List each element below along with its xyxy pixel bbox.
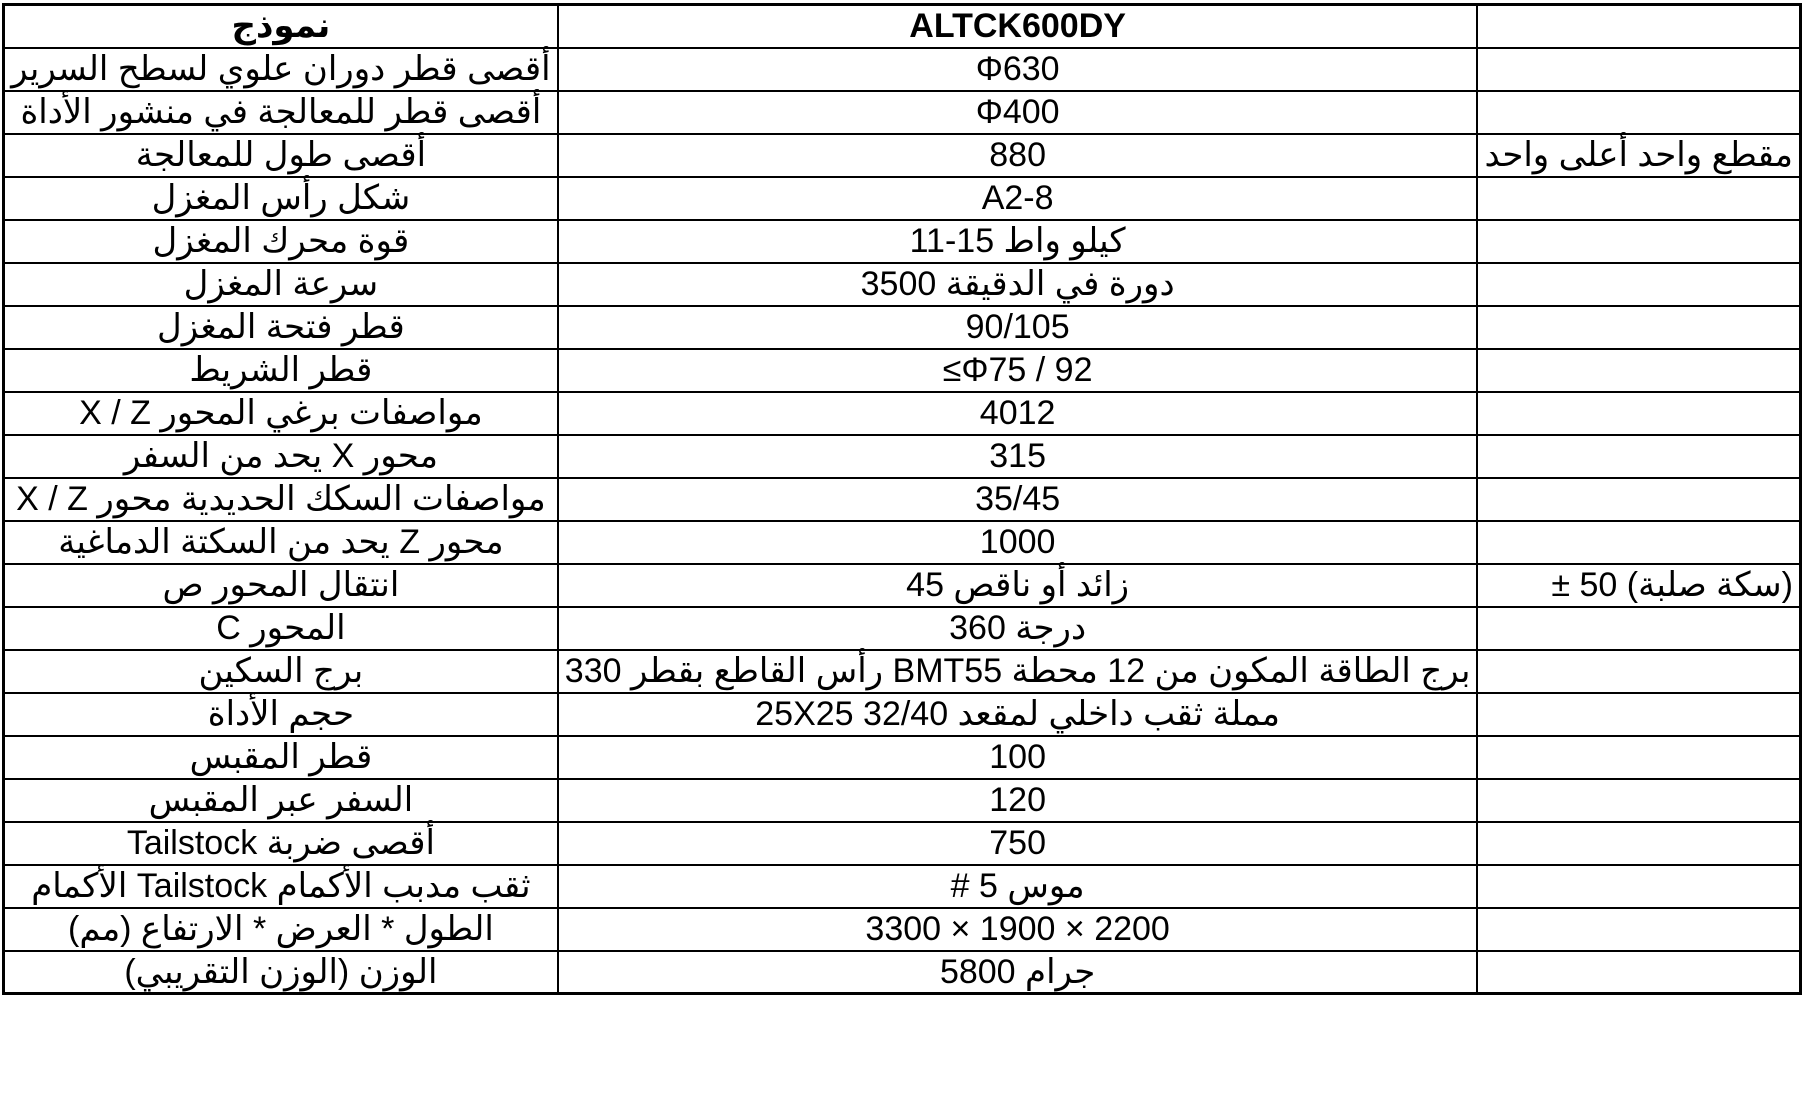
spec-value: كيلو واط 15-11 xyxy=(558,220,1478,263)
spec-note xyxy=(1477,822,1800,865)
spec-note xyxy=(1477,48,1800,91)
header-model-cell: ALTCK600DY xyxy=(558,5,1478,48)
spec-label: برج السكين xyxy=(4,650,558,693)
table-row xyxy=(4,349,1801,392)
spec-value: 120 xyxy=(558,779,1478,822)
spec-note xyxy=(1477,951,1800,994)
spec-table xyxy=(2,3,1802,995)
spec-note xyxy=(1477,220,1800,263)
spec-note xyxy=(1477,263,1800,306)
spec-label: السفر عبر المقبس xyxy=(4,779,558,822)
table-row xyxy=(4,650,1801,693)
spec-label: أقصى قطر دوران علوي لسطح السرير xyxy=(4,48,558,91)
spec-value: دورة في الدقيقة 3500 xyxy=(558,263,1478,306)
table-row xyxy=(4,908,1801,951)
spec-value: 880 xyxy=(558,134,1478,177)
table-row xyxy=(4,822,1801,865)
spec-label: سرعة المغزل xyxy=(4,263,558,306)
spec-label: حجم الأداة xyxy=(4,693,558,736)
spec-label: قطر الشريط xyxy=(4,349,558,392)
spec-label: قوة محرك المغزل xyxy=(4,220,558,263)
spec-label: محور X يحد من السفر xyxy=(4,435,558,478)
spec-value: Φ400 xyxy=(558,91,1478,134)
spec-note: مقطع واحد أعلى واحد xyxy=(1477,134,1800,177)
table-row xyxy=(4,607,1801,650)
spec-note xyxy=(1477,736,1800,779)
spec-label: أقصى قطر للمعالجة في منشور الأداة xyxy=(4,91,558,134)
spec-label: أقصى ضربة Tailstock xyxy=(4,822,558,865)
spec-note xyxy=(1477,306,1800,349)
spec-label: أقصى طول للمعالجة xyxy=(4,134,558,177)
spec-note xyxy=(1477,908,1800,951)
spec-value: درجة 360 xyxy=(558,607,1478,650)
table-row xyxy=(4,177,1801,220)
spec-note xyxy=(1477,392,1800,435)
spec-value: A2-8 xyxy=(558,177,1478,220)
table-row xyxy=(4,263,1801,306)
table-row xyxy=(4,91,1801,134)
spec-label: قطر المقبس xyxy=(4,736,558,779)
spec-label: المحور C xyxy=(4,607,558,650)
spec-value: ≤Φ75 / 92 xyxy=(558,349,1478,392)
table-row xyxy=(4,392,1801,435)
table-row xyxy=(4,736,1801,779)
header-note-cell xyxy=(1477,5,1800,48)
spec-value: برج الطاقة المكون من 12 محطة BMT55 رأس القاطع بقطر 330 xyxy=(558,650,1478,693)
spec-value: 2200 × 1900 × 3300 xyxy=(558,908,1478,951)
table-row xyxy=(4,521,1801,564)
spec-value: مملة ثقب داخلي لمقعد 32/40 25X25 xyxy=(558,693,1478,736)
spec-label: محور Z يحد من السكتة الدماغية xyxy=(4,521,558,564)
spec-value: 35/45 xyxy=(558,478,1478,521)
spec-note xyxy=(1477,521,1800,564)
table-row xyxy=(4,435,1801,478)
spec-value: جرام 5800 xyxy=(558,951,1478,994)
table-row xyxy=(4,48,1801,91)
spec-note xyxy=(1477,349,1800,392)
spec-value: زائد أو ناقص 45 xyxy=(558,564,1478,607)
table-row xyxy=(4,865,1801,908)
table-row xyxy=(4,134,1801,177)
spec-value: 4012 xyxy=(558,392,1478,435)
spec-note xyxy=(1477,650,1800,693)
spec-note xyxy=(1477,435,1800,478)
spec-label: قطر فتحة المغزل xyxy=(4,306,558,349)
table-header-row xyxy=(4,5,1801,48)
spec-value: 100 xyxy=(558,736,1478,779)
spec-label: شكل رأس المغزل xyxy=(4,177,558,220)
spec-value: 750 xyxy=(558,822,1478,865)
table-row xyxy=(4,951,1801,994)
table-row xyxy=(4,220,1801,263)
header-label-cell: نموذج xyxy=(4,5,558,48)
spec-label: مواصفات برغي المحور X / Z xyxy=(4,392,558,435)
spec-value: 1000 xyxy=(558,521,1478,564)
spec-note xyxy=(1477,693,1800,736)
spec-label: مواصفات السكك الحديدية محور X / Z xyxy=(4,478,558,521)
spec-value: 315 xyxy=(558,435,1478,478)
spec-label: انتقال المحور ص xyxy=(4,564,558,607)
table-row xyxy=(4,306,1801,349)
spec-note xyxy=(1477,91,1800,134)
spec-value: Φ630 xyxy=(558,48,1478,91)
spec-note xyxy=(1477,478,1800,521)
table-row xyxy=(4,693,1801,736)
spec-note xyxy=(1477,865,1800,908)
spec-note: (سكة صلبة) 50 ± xyxy=(1477,564,1800,607)
spec-value: موس 5 # xyxy=(558,865,1478,908)
spec-note xyxy=(1477,607,1800,650)
spec-note xyxy=(1477,779,1800,822)
spec-label: الطول * العرض * الارتفاع (مم) xyxy=(4,908,558,951)
spec-label: ثقب مدبب الأكمام Tailstock الأكمام xyxy=(4,865,558,908)
table-row xyxy=(4,478,1801,521)
spec-label: الوزن (الوزن التقريبي) xyxy=(4,951,558,994)
table-row xyxy=(4,779,1801,822)
table-row xyxy=(4,564,1801,607)
spec-note xyxy=(1477,177,1800,220)
spec-value: 90/105 xyxy=(558,306,1478,349)
